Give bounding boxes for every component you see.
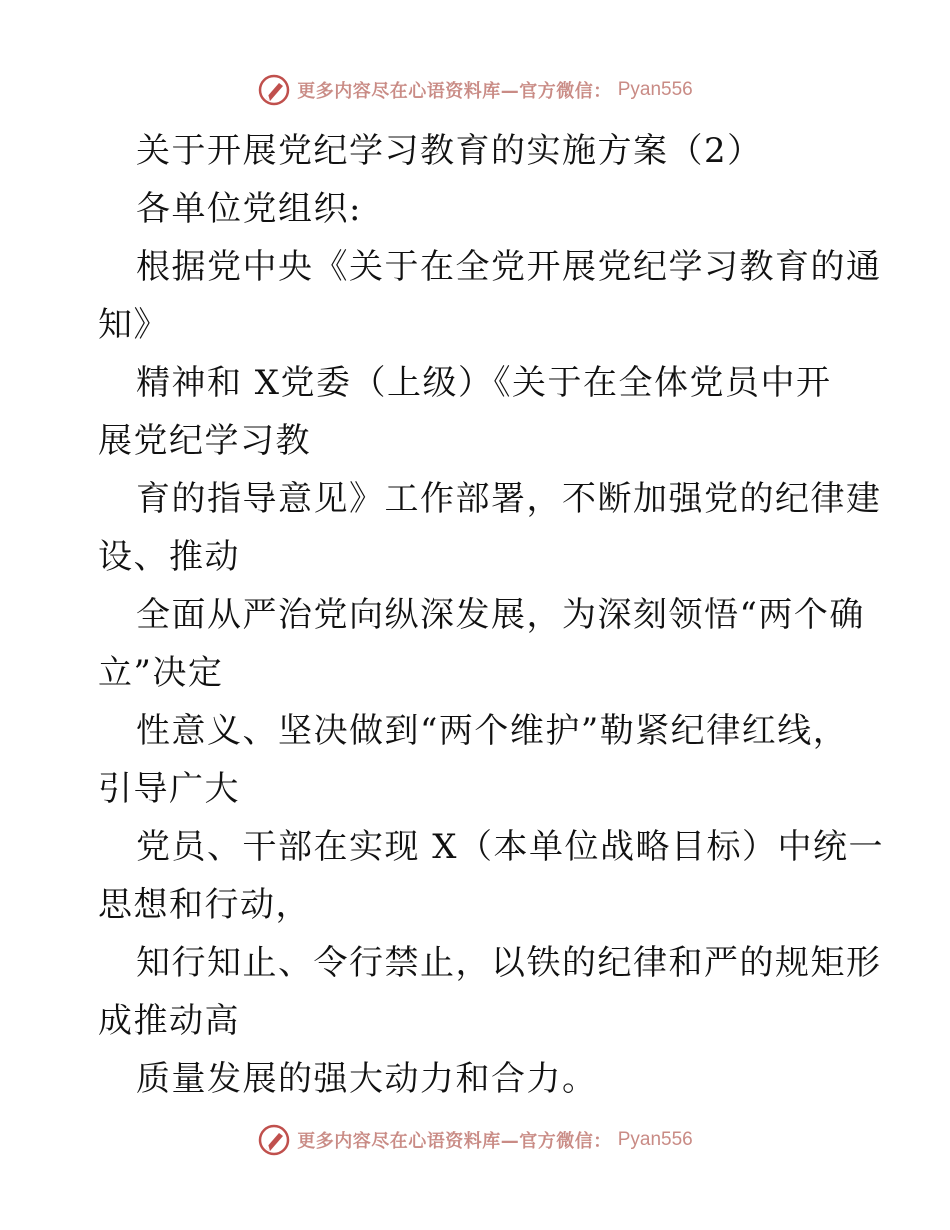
paragraph-line: 知行知止、令行禁止，以铁的纪律和严的规矩形 — [136, 943, 882, 983]
banner-wechat-id: Pyan556 — [617, 79, 693, 100]
banner-text: 更多内容尽在心语资料库—官方微信： — [297, 1131, 612, 1152]
paragraph-line: 思想和行动， — [98, 885, 311, 925]
document-body — [98, 122, 885, 1108]
paragraph-line: 展党纪学习教 — [98, 421, 311, 461]
document-title: 关于开展党纪学习教育的实施方案（2） — [136, 131, 763, 171]
paragraph-line: 育的指导意见》工作部署，不断加强党的纪律建 — [136, 479, 882, 519]
header-banner — [0, 70, 950, 110]
paragraph-line: 设、推动 — [98, 537, 240, 577]
paragraph-line: 知》 — [98, 305, 169, 345]
paragraph-line: 根据党中央《关于在全党开展党纪学习教育的通 — [136, 247, 882, 287]
paragraph-line: 党员、干部在实现 X（本单位战略目标）中统一 — [136, 827, 885, 867]
footer-banner — [0, 1120, 950, 1160]
paragraph-line: 性意义、坚决做到“两个维护”勒紧纪律红线， — [136, 711, 849, 751]
paragraph-line: 质量发展的强大动力和合力。 — [136, 1059, 598, 1099]
paragraph-line: 立”决定 — [98, 653, 224, 693]
banner-wechat-id: Pyan556 — [617, 1129, 693, 1150]
pen-logo-icon — [257, 73, 291, 107]
paragraph-line: 引导广大 — [98, 769, 240, 809]
paragraph-line: 成推动高 — [98, 1001, 240, 1041]
banner-text: 更多内容尽在心语资料库—官方微信： — [297, 81, 612, 102]
pen-logo-icon — [257, 1123, 291, 1157]
salutation: 各单位党组织: — [136, 189, 362, 229]
paragraph-line: 全面从严治党向纵深发展，为深刻领悟“两个确 — [136, 595, 865, 635]
paragraph-line: 精神和 X党委（上级）《关于在全体党员中开 — [136, 363, 832, 403]
